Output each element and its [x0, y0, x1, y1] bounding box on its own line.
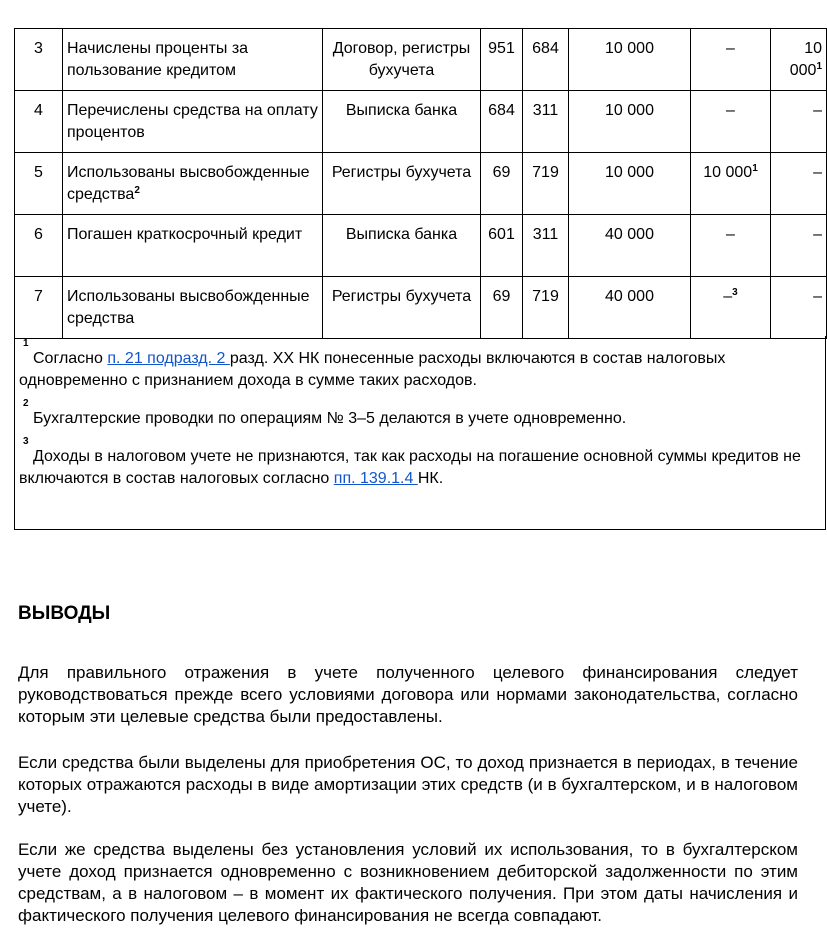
tax-income: – [813, 288, 822, 305]
amount: 10 000 [605, 102, 654, 119]
footnote-ref: 1 [816, 61, 822, 72]
tax-expense-cell [691, 277, 771, 339]
debit-account-cell [481, 153, 523, 215]
conclusion-paragraph-3: Если же средства выделены без установления условий их использования, то в бухгалтерском учете доход признается одновременно с возникновением дебиторской задолженности по этим средствам, а в налоговом – в момент их фактического получения. При этом даты начисления и фактического получения целевого финансирования не всегда совпадают. [18, 840, 798, 925]
amount-cell [569, 215, 691, 277]
debit-account-cell [481, 91, 523, 153]
tax-income: – [813, 226, 822, 243]
row-number-cell [15, 91, 63, 153]
footnote-ref: 1 [752, 163, 758, 174]
source-document-cell [323, 29, 481, 91]
debit-account: 601 [488, 226, 515, 243]
source-document: Выписка банка [345, 102, 458, 119]
debit-account: 951 [488, 40, 515, 57]
credit-account: 311 [532, 102, 559, 119]
source-document: Регистры бухучета [331, 164, 472, 181]
row-number: 4 [34, 102, 43, 119]
footnote-3 [19, 438, 821, 490]
footnote-text: Бухгалтерские проводки по операциям № 3–5 делаются в учете одновременно. [33, 410, 627, 427]
debit-account: 69 [492, 164, 511, 181]
credit-account: 719 [532, 164, 559, 181]
credit-account-cell [523, 277, 569, 339]
tax-income-cell [771, 153, 827, 215]
debit-account: 69 [492, 288, 511, 305]
footnote-mark: 3 [23, 436, 29, 447]
footnote-2 [19, 400, 821, 430]
source-document: Выписка банка [345, 226, 458, 243]
conclusion-paragraph-1: Для правильного отражения в учете полученного целевого финансирования следует руководствоваться прежде всего условиями договора или нормами законодательства, согласно которым эти целевые средства были предоставлены. [18, 663, 798, 726]
operation-description: Погашен краткосрочный кредит [67, 226, 303, 243]
operation-description-cell [63, 91, 323, 153]
operation-description: Перечислены средства на оплату процентов [67, 102, 318, 141]
credit-account-cell [523, 91, 569, 153]
footnote-link-p21[interactable]: п. 21 подразд. 2 [107, 350, 230, 367]
source-document-cell [323, 277, 481, 339]
footnote-text: разд. ХХ НК понесенные расходы включаются в состав налоговых одновременно с признанием дохода в сумме таких расходов. [19, 350, 726, 389]
footnote-link-pp139[interactable]: пп. 139.1.4 [333, 470, 418, 487]
row-number: 6 [34, 226, 43, 243]
source-document-cell [323, 215, 481, 277]
operation-description: Использованы высвобожденные средства [67, 164, 310, 203]
amount-cell [569, 29, 691, 91]
row-number-cell [15, 277, 63, 339]
debit-account: 684 [488, 102, 515, 119]
credit-account-cell [523, 215, 569, 277]
operation-description: Начислены проценты за пользование кредитом [67, 40, 249, 79]
footnote-mark: 1 [23, 338, 29, 349]
tax-expense: – [726, 102, 735, 119]
tax-income: – [813, 102, 822, 119]
row-number-cell [15, 29, 63, 91]
credit-account-cell [523, 153, 569, 215]
amount-cell [569, 277, 691, 339]
footnote-text: Доходы в налоговом учете не признаются, так как расходы на погашение основной суммы кредитов не включаются в состав налоговых согласно [19, 448, 801, 487]
row-number-cell [15, 215, 63, 277]
tax-expense-cell [691, 215, 771, 277]
conclusion-paragraph-2: Если средства были выделены для приобретения ОС, то доход признается в периодах, в течение которых отражаются расходы в виде амортизации этих средств (и в бухгалтерском, и в налоговом учете). [18, 753, 798, 816]
row-number: 5 [34, 164, 43, 181]
debit-account-cell [481, 277, 523, 339]
footnote-1 [19, 340, 821, 392]
tax-income: – [813, 164, 822, 181]
operation-description-cell [63, 215, 323, 277]
table-row [15, 153, 827, 215]
source-document-cell [323, 153, 481, 215]
tax-income-cell [771, 29, 827, 91]
footnote-ref: 3 [732, 287, 738, 298]
operations-table [14, 28, 827, 339]
tax-income-cell [771, 91, 827, 153]
source-document: Договор, регистры бухучета [332, 40, 471, 79]
tax-income: 10 000 [789, 40, 822, 79]
source-document: Регистры бухучета [331, 288, 472, 305]
amount: 40 000 [605, 288, 654, 305]
tax-expense-cell [691, 29, 771, 91]
footnote-ref: 2 [134, 185, 140, 196]
amount-cell [569, 91, 691, 153]
tax-expense: – [723, 288, 733, 305]
source-document-cell [323, 91, 481, 153]
footnotes [14, 336, 826, 530]
row-number: 3 [34, 40, 43, 57]
credit-account-cell [523, 29, 569, 91]
tax-expense-cell [691, 91, 771, 153]
table-body [15, 29, 827, 339]
tax-expense: – [726, 226, 735, 243]
operation-description-cell [63, 277, 323, 339]
operation-description-cell [63, 153, 323, 215]
operation-description: Использованы высвобожденные средства [67, 288, 310, 327]
row-number-cell [15, 153, 63, 215]
table-row [15, 277, 827, 339]
footnote-mark: 2 [23, 398, 29, 409]
table-row [15, 29, 827, 91]
amount: 40 000 [605, 226, 654, 243]
tax-expense: – [726, 40, 735, 57]
amount: 10 000 [605, 164, 654, 181]
debit-account-cell [481, 215, 523, 277]
amount-cell [569, 153, 691, 215]
footnote-text: НК. [417, 470, 444, 487]
tax-income-cell [771, 215, 827, 277]
credit-account: 719 [532, 288, 559, 305]
conclusions-heading: ВЫВОДЫ [18, 603, 111, 624]
table-row [15, 215, 827, 277]
table-row [15, 91, 827, 153]
tax-expense-cell [691, 153, 771, 215]
row-number: 7 [34, 288, 43, 305]
debit-account-cell [481, 29, 523, 91]
operation-description-cell [63, 29, 323, 91]
credit-account: 311 [532, 226, 559, 243]
tax-income-cell [771, 277, 827, 339]
credit-account: 684 [532, 40, 559, 57]
tax-expense: 10 000 [703, 164, 753, 181]
footnote-text: Согласно [33, 350, 108, 367]
amount: 10 000 [605, 40, 654, 57]
